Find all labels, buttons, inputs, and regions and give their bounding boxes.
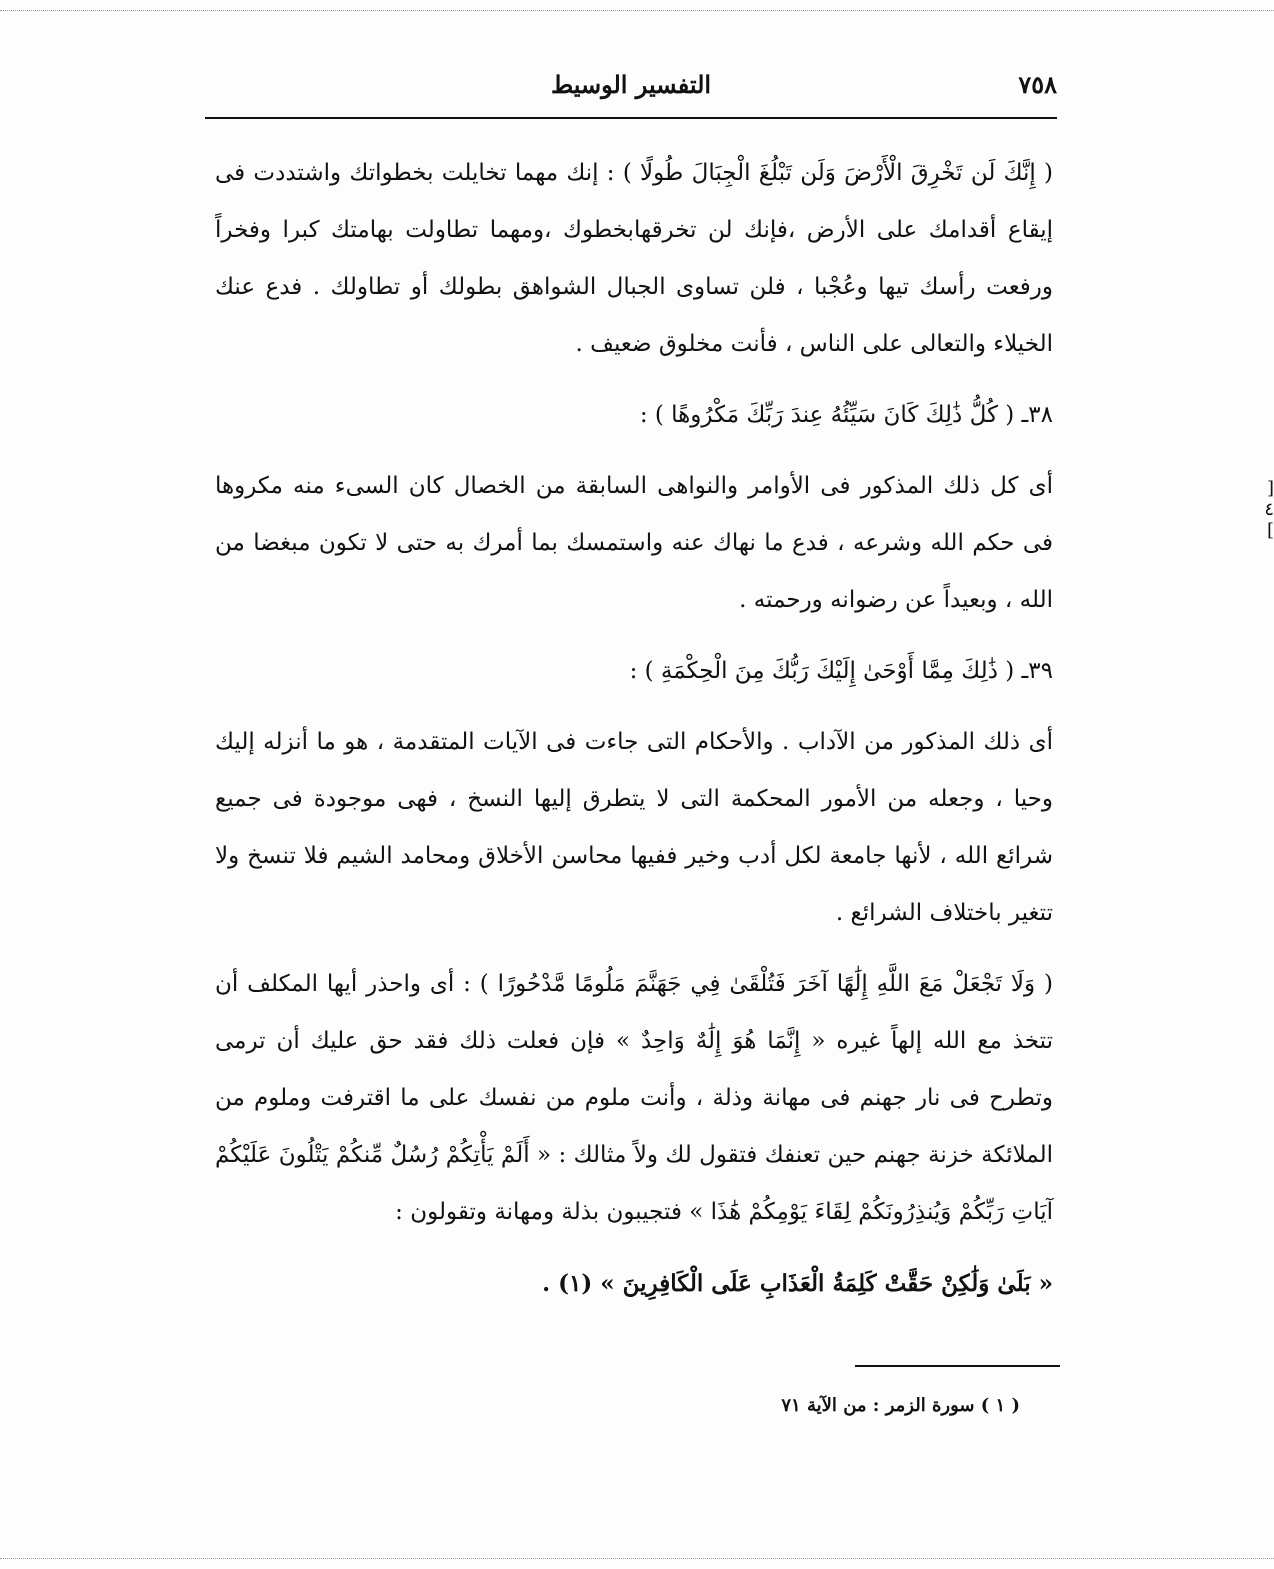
page-header [205,70,1057,114]
verse-heading-38: ٣٨ـ ( كُلُّ ذَٰلِكَ كَانَ سَيِّئُهُ عِندَ رَبِّكَ مَكْرُوهًا ) : [639,402,1053,428]
footnote-rule [855,1365,1060,1367]
quoted-verse: « بَلَىٰ وَلَٰكِنْ حَقَّتْ كَلِمَةُ الْعَذَابِ عَلَى الْكَافِرِينَ » (١) . [542,1270,1053,1297]
paragraph-1: ( إِنَّكَ لَن تَخْرِقَ الْأَرْضَ وَلَن تَبْلُغَ الْجِبَالَ طُولًا ) : إنك مهما تخايلت بخطواتك واشتددت فى إيقاع أقدامك على الأرض ،فإنك لن تخرقهابخطوك ،ومهما تطاولت بهامتك كبرا وفخراً ورفعت رأسك تيها وعُجْبا ، فلن تساوى الجبال الشواهق بطولك أو تطاولك . فدع عنك الخيلاء والتعالى على الناس ، فأنت مخلوق ضعيف . [215,160,1053,357]
paragraph-4: ( وَلَا تَجْعَلْ مَعَ اللَّهِ إِلَٰهًا آخَرَ فَتُلْقَىٰ فِي جَهَنَّمَ مَلُومًا مَّدْحُورًا ) : أى واحذر أيها المكلف أن تتخذ مع الله إلهاً غيره « إِنَّمَا هُوَ إِلَٰهٌ وَاحِدٌ » فإن فعلت ذلك فقد حق عليك أن ترمى وتطرح فى نار جهنم فى مهانة وذلة ، وأنت ملوم من نفسك على ما اقترفت وملوم من الملائكة خزنة جهنم حين تعنفك فتقول لك ولاً مثالك : « أَلَمْ يَأْتِكُمْ رُسُلٌ مِّنكُمْ يَتْلُونَ عَلَيْكُمْ آيَاتِ رَبِّكُمْ وَيُنذِرُونَكُمْ لِقَاءَ يَوْمِكُمْ هَٰذَا » فتجيبون بذلة ومهانة وتقولون : [215,971,1053,1225]
paragraph-2: أى كل ذلك المذكور فى الأوامر والنواهى السابقة من الخصال كان السىء منه مكروها فى حكم الله وشرعه ، فدع ما نهاك عنه واستمسك بما أمرك به حتى لا تكون مبغضا من الله ، وبعيداً عن رضوانه ورحمته . [215,473,1053,613]
footnote: ( ١ ) سورة الزمر : من الآية ٧١ [781,1395,1020,1416]
scan-edge-bottom [0,1558,1274,1559]
page-number: ٧٥٨ [1018,70,1057,99]
header-rule [205,117,1057,119]
margin-note: [ ٤ ] [1264,478,1274,541]
scan-edge-top [0,10,1274,11]
body-text [215,145,1053,1312]
running-title: التفسير الوسيط [550,70,712,99]
paragraph-3: أى ذلك المذكور من الآداب . والأحكام التى جاءت فى الآيات المتقدمة ، هو ما أنزله إليك وحيا ، وجعله من الأمور المحكمة التى لا يتطرق إليها النسخ ، فهى موجودة فى جميع شرائع الله ، لأنها جامعة لكل أدب وخير ففيها محاسن الأخلاق ومحامد الشيم فلا تنسخ ولا تتغير باختلاف الشرائع . [215,729,1053,926]
verse-heading-39: ٣٩ـ ( ذَٰلِكَ مِمَّا أَوْحَىٰ إِلَيْكَ رَبُّكَ مِنَ الْحِكْمَةِ ) : [629,658,1053,684]
